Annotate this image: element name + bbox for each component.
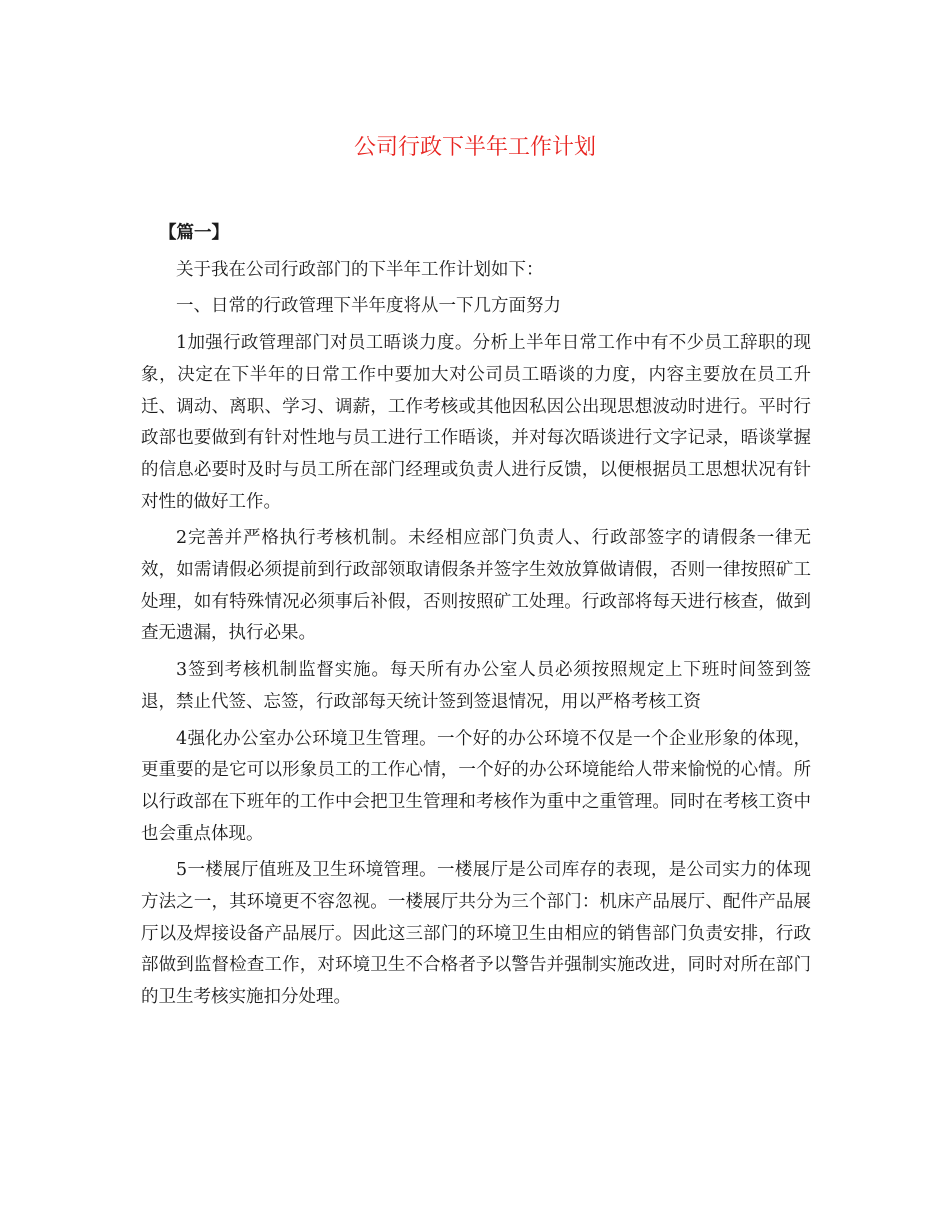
document-title: 公司行政下半年工作计划 [353, 135, 596, 160]
section-heading: 【篇一】 [159, 223, 229, 243]
paragraph-item-4: 4强化办公室办公环境卫生管理。一个好的办公环境不仅是一个企业形象的体现，更重要的是它可以形象员工的工作心情，一个好的办公环境能给人带来愉悦的心情。所以行政部在下班年的工作中会把卫生管理和考核作为重中之重管理。同时在考核工资中也会重点体现。 [141, 728, 811, 844]
document-body [141, 218, 811, 1019]
paragraph-item-5: 5一楼展厅值班及卫生环境管理。一楼展厅是公司库存的表现，是公司实力的体现方法之一，其环境更不容忽视。一楼展厅共分为三个部门：机床产品展厅、配件产品展厅以及焊接设备产品展厅。因此这三部门的环境卫生由相应的销售部门负责安排，行政部做到监督检查工作，对环境卫生不合格者予以警告并强制实施改进，同时对所在部门的卫生考核实施扣分处理。 [141, 860, 811, 1008]
paragraph-item-2: 2完善并严格执行考核机制。未经相应部门负责人、行政部签字的请假条一律无效，如需请假必须提前到行政部领取请假条并签字生效放算做请假，否则一律按照矿工处理，如有特殊情况必须事后补假，否则按照矿工处理。行政部将每天进行核查，做到查无遗漏，执行必果。 [141, 528, 811, 644]
paragraph-intro: 关于我在公司行政部门的下半年工作计划如下： [176, 259, 544, 280]
paragraph-item-3: 3签到考核机制监督实施。每天所有办公室人员必须按照规定上下班时间签到签退，禁止代签、忘签，行政部每天统计签到签退情况，用以严格考核工资 [141, 660, 811, 712]
paragraph-section-one: 一、日常的行政管理下半年度将从一下几方面努力 [176, 296, 561, 317]
paragraph-item-1: 1加强行政管理部门对员工晤谈力度。分析上半年日常工作中有不少员工辞职的现象，决定在下半年的日常工作中要加大对公司员工晤谈的力度，内容主要放在员工升迁、调动、离职、学习、调薪，工作考核或其他因私因公出现思想波动时进行。平时行政部也要做到有针对性地与员工进行工作晤谈，并对每次晤谈进行文字记录，晤谈掌握的信息必要时及时与员工所在部门经理或负责人进行反馈，以便根据员工思想状况有针对性的做好工作。 [141, 333, 811, 512]
